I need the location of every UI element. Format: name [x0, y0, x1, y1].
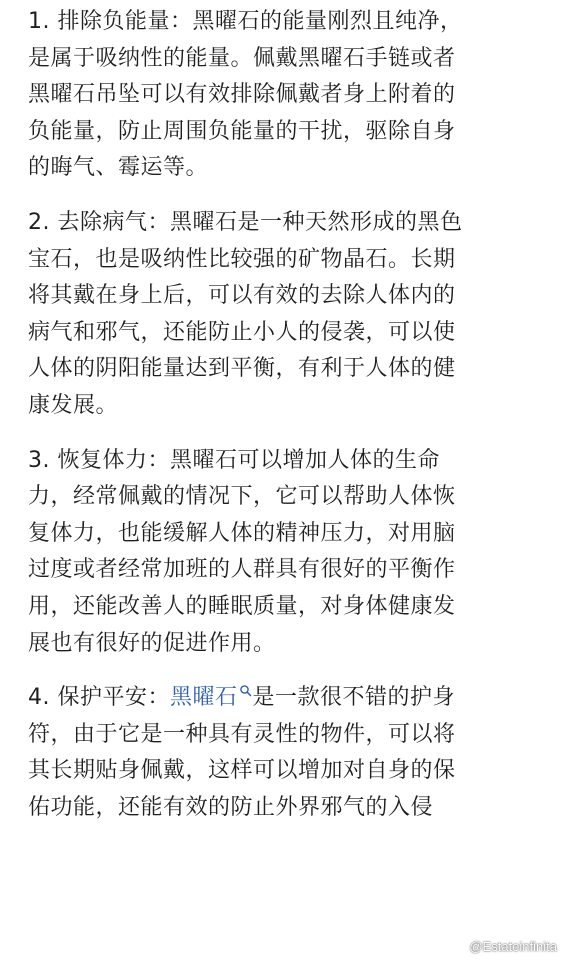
- paragraph-2: [28, 205, 548, 425]
- text-line: 佑功能，还能有效的防止外界邪气的入侵: [28, 794, 434, 820]
- watermark: [448, 939, 557, 954]
- text-line: 用，还能改善人的睡眠质量，对身体健康发: [28, 593, 456, 619]
- text-line: 康发展。: [28, 392, 119, 418]
- text-line: 3. 恢复体力：黑曜石可以增加人体的生命: [28, 447, 440, 473]
- text-line: 复体力，也能缓解人体的精神压力，对用脑: [28, 520, 456, 546]
- text-line: 黑曜石吊坠可以有效排除佩戴者身上附着的: [28, 82, 456, 108]
- text-line: 宝石，也是吸纳性比较强的矿物晶石。长期: [28, 246, 456, 272]
- text-line: 病气和邪气，还能防止小人的侵袭，可以使: [28, 319, 456, 345]
- search-icon[interactable]: [239, 684, 253, 698]
- text-suffix: 是一款很不错的护身: [252, 685, 456, 711]
- text-line: 1. 排除负能量：黑曜石的能量刚烈且纯净，: [28, 9, 463, 34]
- text-line: 过度或者经常加班的人群具有很好的平衡作: [28, 557, 456, 583]
- text-line: 力，经常佩戴的情况下，它可以帮助人体恢: [28, 484, 456, 510]
- paragraph-4: [28, 680, 548, 826]
- text-line: 2. 去除病气：黑曜石是一种天然形成的黑色: [28, 209, 463, 235]
- paragraph-3: [28, 443, 548, 663]
- weibo-icon: [448, 940, 466, 954]
- text-line: 其长期贴身佩戴，这样可以增加对自身的保: [28, 758, 456, 784]
- search-link-label[interactable]: 黑曜石: [169, 685, 238, 711]
- text-line: 是属于吸纳性的能量。佩戴黑曜石手链或者: [28, 45, 456, 71]
- text-line: [28, 680, 548, 717]
- watermark-text: @Estateinfinita: [469, 939, 557, 954]
- text-prefix: 4. 保护平安：: [28, 685, 170, 711]
- paragraph-1: [28, 4, 548, 187]
- text-line: 将其戴在身上后，可以有效的去除人体内的: [28, 283, 456, 309]
- text-line: 人体的阴阳能量达到平衡，有利于人体的健: [28, 356, 456, 382]
- text-line: 展也有很好的促进作用。: [28, 630, 276, 656]
- search-link[interactable]: [170, 685, 253, 710]
- text-line: 负能量，防止周围负能量的干扰，驱除自身: [28, 118, 456, 144]
- text-line: 符，由于它是一种具有灵性的物件，可以将: [28, 721, 456, 747]
- article-content: [28, 4, 548, 844]
- text-line: 的晦气、霉运等。: [28, 155, 209, 181]
